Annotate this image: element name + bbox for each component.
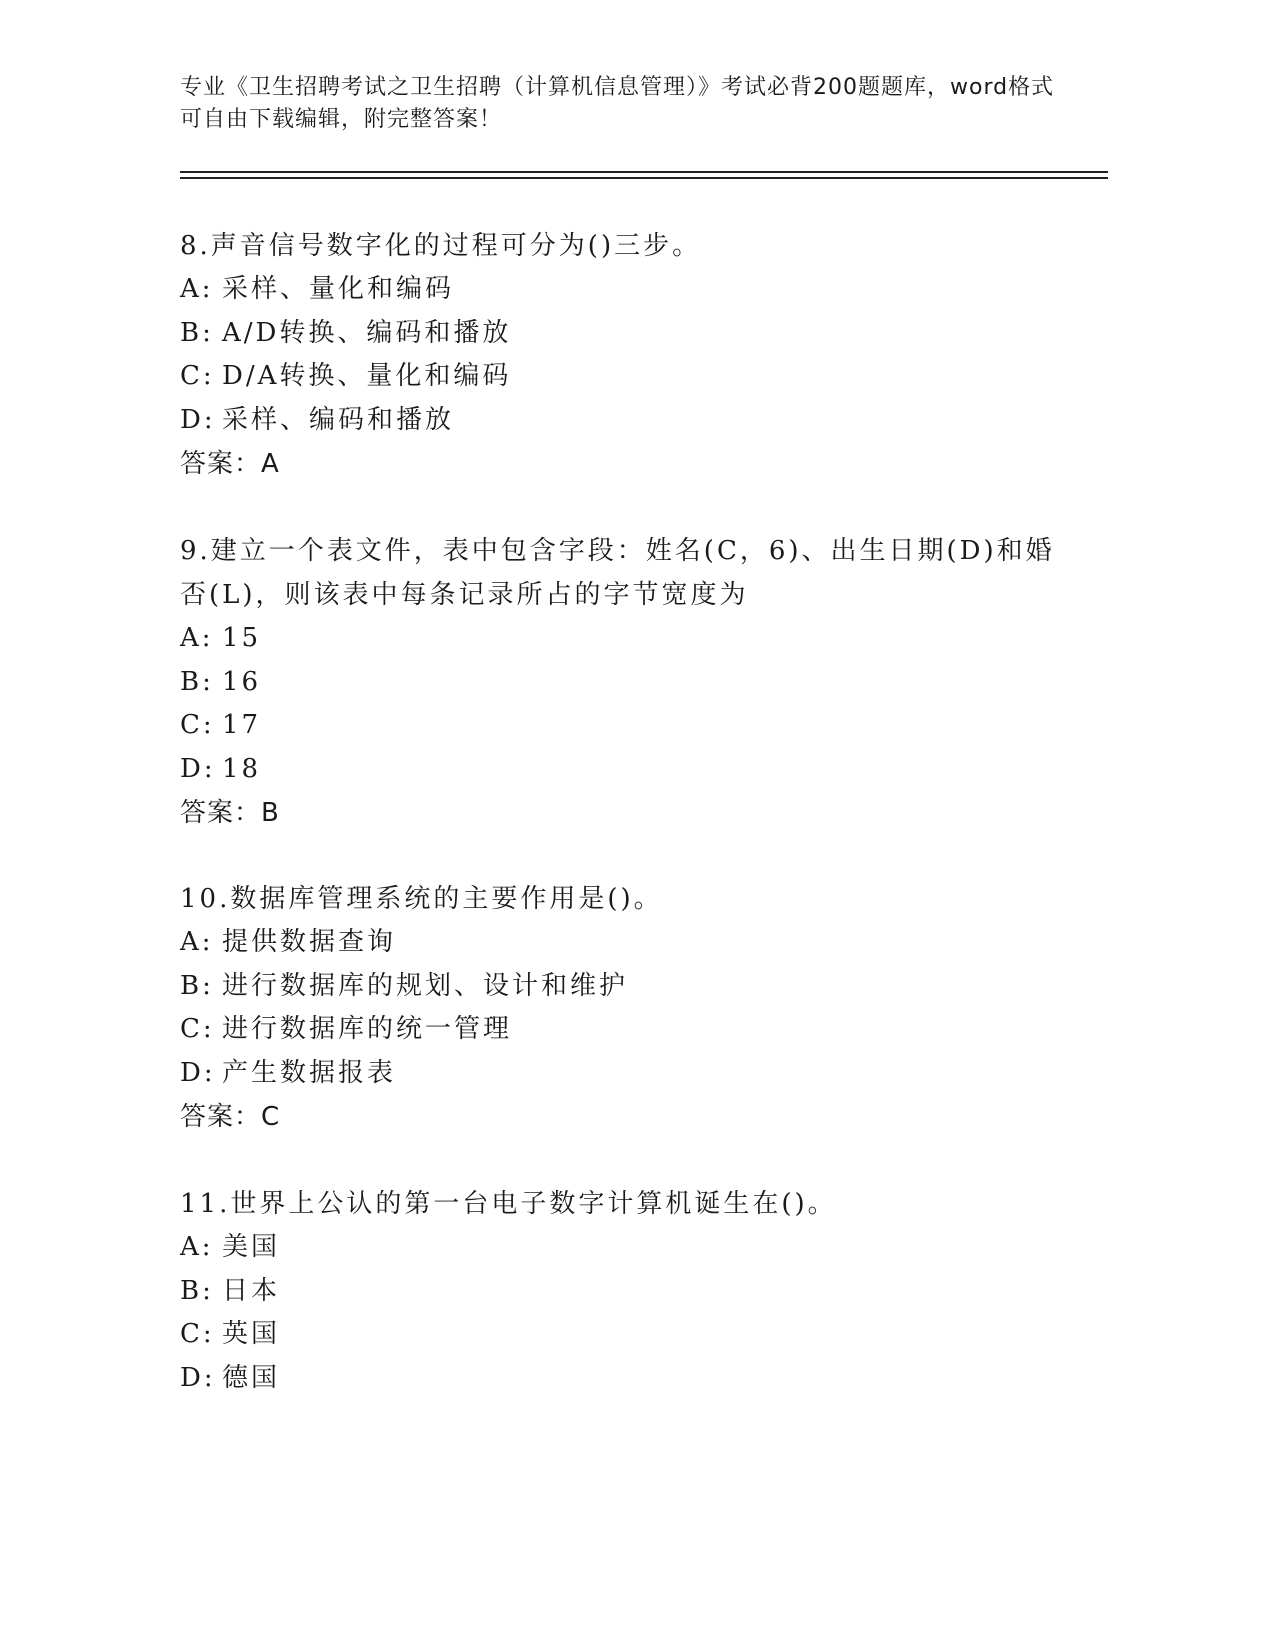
option-key: A: <box>180 274 214 304</box>
option-c <box>180 1008 1080 1052</box>
option-d <box>180 399 1080 443</box>
option-b <box>180 661 1080 705</box>
option-d <box>180 748 1080 792</box>
option-b <box>180 312 1080 356</box>
option-key: A: <box>180 623 214 653</box>
option-key: C: <box>180 1014 215 1044</box>
option-key: B: <box>180 317 214 348</box>
option-key: D: <box>180 1362 216 1393</box>
option-key: D: <box>180 404 216 435</box>
option-text: A/D转换、编码和播放 <box>222 317 512 348</box>
option-text: 进行数据库的规划、设计和维护 <box>222 970 629 1001</box>
option-a <box>180 921 1080 965</box>
option-text: 日本 <box>222 1275 281 1306</box>
option-key: C: <box>180 361 215 391</box>
option-key: C: <box>180 1319 215 1349</box>
option-text: 产生数据报表 <box>222 1057 397 1088</box>
question-stem: 8.声音信号数字化的过程可分为()三步。 <box>180 231 702 261</box>
question-11 <box>180 1182 1080 1400</box>
option-text: 提供数据查询 <box>222 927 397 957</box>
option-text: 德国 <box>222 1362 281 1393</box>
option-a <box>180 1226 1080 1270</box>
option-text: 进行数据库的统一管理 <box>222 1014 513 1044</box>
option-key: B: <box>180 970 214 1001</box>
option-text: 17 <box>222 710 262 740</box>
answer-line: 答案：B <box>180 798 280 828</box>
answer-line: 答案：C <box>180 1102 281 1132</box>
option-a <box>180 268 1080 312</box>
option-key: C: <box>180 710 215 740</box>
option-c <box>180 355 1080 399</box>
header-divider-bottom <box>180 177 1108 179</box>
option-text: 英国 <box>222 1319 281 1349</box>
question-stem: 10.数据库管理系统的主要作用是()。 <box>180 884 663 914</box>
option-c <box>180 1313 1080 1357</box>
option-key: B: <box>180 666 214 697</box>
option-key: A: <box>180 927 214 957</box>
option-text: 15 <box>222 623 262 653</box>
answer-line: 答案：A <box>180 449 280 479</box>
option-d <box>180 1357 1080 1401</box>
option-text: D/A转换、量化和编码 <box>222 361 512 391</box>
option-text: 采样、量化和编码 <box>222 274 455 304</box>
option-b <box>180 965 1080 1009</box>
option-a <box>180 617 1080 661</box>
document-header: 专业《卫生招聘考试之卫生招聘（计算机信息管理）》考试必背200题题库，word格式可自由下载编辑，附完整答案！ <box>180 75 1055 132</box>
question-stem: 11.世界上公认的第一台电子数字计算机诞生在()。 <box>180 1189 837 1219</box>
header-divider-top <box>180 171 1108 173</box>
option-key: D: <box>180 753 216 784</box>
option-d <box>180 1052 1080 1096</box>
option-text: 18 <box>222 753 262 784</box>
question-stem: 9.建立一个表文件，表中包含字段：姓名(C，6)、出生日期(D)和婚否(L)，则该表中每条记录所占的字节宽度为 <box>180 536 1055 610</box>
option-b <box>180 1270 1080 1314</box>
option-text: 采样、编码和播放 <box>222 404 455 435</box>
option-key: B: <box>180 1275 214 1306</box>
option-c <box>180 704 1080 748</box>
option-key: A: <box>180 1232 214 1262</box>
question-10 <box>180 877 1080 1139</box>
option-text: 美国 <box>222 1232 281 1262</box>
option-key: D: <box>180 1057 216 1088</box>
question-8 <box>180 224 1080 486</box>
question-9 <box>180 529 1080 835</box>
option-text: 16 <box>222 666 262 697</box>
